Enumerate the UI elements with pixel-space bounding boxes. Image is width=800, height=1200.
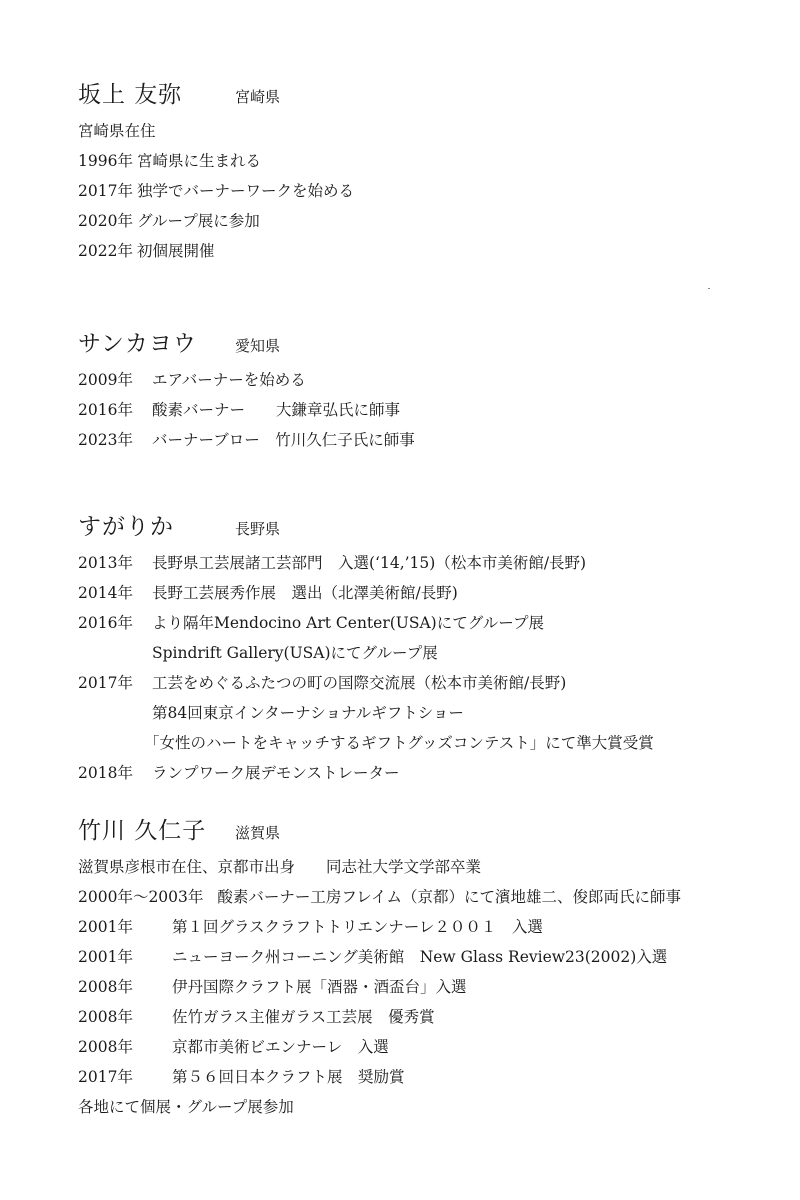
bio-line [78, 176, 778, 206]
bio-text: 各地にて個展・グループ展参加 [78, 1098, 294, 1116]
bio-year: 2001年 [78, 918, 133, 936]
artist-name: 竹川 久仁子 [78, 818, 207, 844]
profile-header [78, 76, 778, 116]
bio-text: 長野工芸展秀作展 選出（北澤美術館/長野) [152, 584, 458, 602]
bio-year: 2023年 [78, 431, 133, 449]
bio-year [78, 698, 152, 728]
bio-text: Spindrift Gallery(USA)にてグループ展 [152, 644, 438, 662]
bio-year: 2017年 [78, 182, 133, 200]
bio-text: 滋賀県彦根市在住、京都市出身 同志社大学文学部卒業 [78, 858, 482, 876]
bio-line [78, 365, 778, 395]
bio-line [78, 395, 778, 425]
bio-text: ニューヨーク州コーニング美術館 New Glass Review23(2002)入選 [172, 948, 668, 966]
prefecture-label: 愛知県 [235, 337, 281, 355]
bio-line [78, 1092, 778, 1122]
bio-year: 2001年 [78, 948, 133, 966]
bio-text: 「女性のハートをキャッチするギフトグッズコンテスト」にて準大賞受賞 [144, 734, 654, 752]
bio-year [78, 728, 144, 758]
bio-line [78, 578, 778, 608]
bio-line [78, 912, 778, 942]
bio-year: 2016年 [78, 614, 133, 632]
bio-line [78, 638, 778, 668]
stray-mark [708, 288, 710, 289]
bio-year: 2017年 [78, 1068, 133, 1086]
bio-text: 初個展開催 [136, 242, 215, 260]
bio-text: 酸素バーナー 大鎌章弘氏に師事 [152, 401, 401, 419]
bio-text: 第５６回日本クラフト展 奨励賞 [172, 1068, 405, 1086]
bio-text: 宮崎県在住 [78, 122, 156, 140]
profile-header [78, 812, 778, 852]
profile-sankayou [78, 325, 778, 455]
bio-year: 2008年 [78, 1038, 133, 1056]
artist-name: すがりか [78, 514, 174, 540]
bio-year: 2018年 [78, 764, 133, 782]
bio-text: 長野県工芸展諸工芸部門 入選(‘14,’15)（松本市美術館/長野) [152, 554, 587, 572]
bio-text: より隔年Mendocino Art Center(USA)にてグループ展 [152, 614, 544, 632]
prefecture-label: 宮崎県 [235, 88, 281, 106]
bio-line [78, 1062, 778, 1092]
bio-line [78, 852, 778, 882]
bio-line [78, 698, 778, 728]
bio-year: 2013年 [78, 554, 133, 572]
artist-name: サンカヨウ [78, 331, 197, 357]
bio-text: エアバーナーを始める [152, 371, 306, 389]
profile-header [78, 508, 778, 548]
bio-text: グループ展に参加 [136, 212, 260, 230]
bio-year: 2017年 [78, 674, 133, 692]
bio-line [78, 728, 778, 758]
bio-text: ランプワーク展デモンストレーター [152, 764, 400, 782]
bio-line [78, 1002, 778, 1032]
bio-text: 工芸をめぐるふたつの町の国際交流展（松本市美術館/長野) [152, 674, 567, 692]
bio-year: 2020年 [78, 212, 133, 230]
bio-year: 1996年 [78, 152, 133, 170]
bio-text: 宮崎県に生まれる [136, 152, 261, 170]
bio-text: 酸素バーナー工房フレイム（京都）にて濱地雄二、俊郎両氏に師事 [217, 888, 682, 906]
bio-text: バーナーブロー 竹川久仁子氏に師事 [152, 431, 415, 449]
bio-line [78, 972, 778, 1002]
bio-text: 第１回グラスクラフトトリエンナーレ２００１ 入選 [172, 918, 543, 936]
bio-text: 独学でバーナーワークを始める [136, 182, 354, 200]
prefecture-label: 滋賀県 [235, 824, 281, 842]
profile-sakagami [78, 76, 778, 266]
bio-line [78, 758, 778, 788]
bio-line [78, 882, 778, 912]
bio-text: 京都市美術ビエンナーレ 入選 [172, 1038, 389, 1056]
bio-year: 2009年 [78, 371, 133, 389]
prefecture-label: 長野県 [235, 520, 281, 538]
bio-line [78, 425, 778, 455]
profile-sugarika [78, 508, 778, 788]
bio-line [78, 116, 778, 146]
profile-header [78, 325, 778, 365]
bio-text: 第84回東京インターナショナルギフトショー [152, 704, 464, 722]
bio-year: 2000年〜2003年 [78, 888, 204, 906]
bio-line [78, 548, 778, 578]
bio-text: 佐竹ガラス主催ガラス工芸展 優秀賞 [172, 1008, 435, 1026]
bio-line [78, 942, 778, 972]
bio-text: 伊丹国際クラフト展「酒器・酒盃台」入選 [172, 978, 467, 996]
bio-year: 2022年 [78, 242, 133, 260]
bio-line [78, 668, 778, 698]
bio-line [78, 1032, 778, 1062]
bio-year: 2016年 [78, 401, 133, 419]
bio-year [78, 638, 152, 668]
bio-line [78, 206, 778, 236]
bio-line [78, 236, 778, 266]
bio-year: 2014年 [78, 584, 133, 602]
bio-line [78, 608, 778, 638]
bio-year: 2008年 [78, 1008, 133, 1026]
profile-takegawa [78, 812, 778, 1122]
bio-line [78, 146, 778, 176]
artist-name: 坂上 友弥 [78, 82, 183, 108]
bio-year: 2008年 [78, 978, 133, 996]
